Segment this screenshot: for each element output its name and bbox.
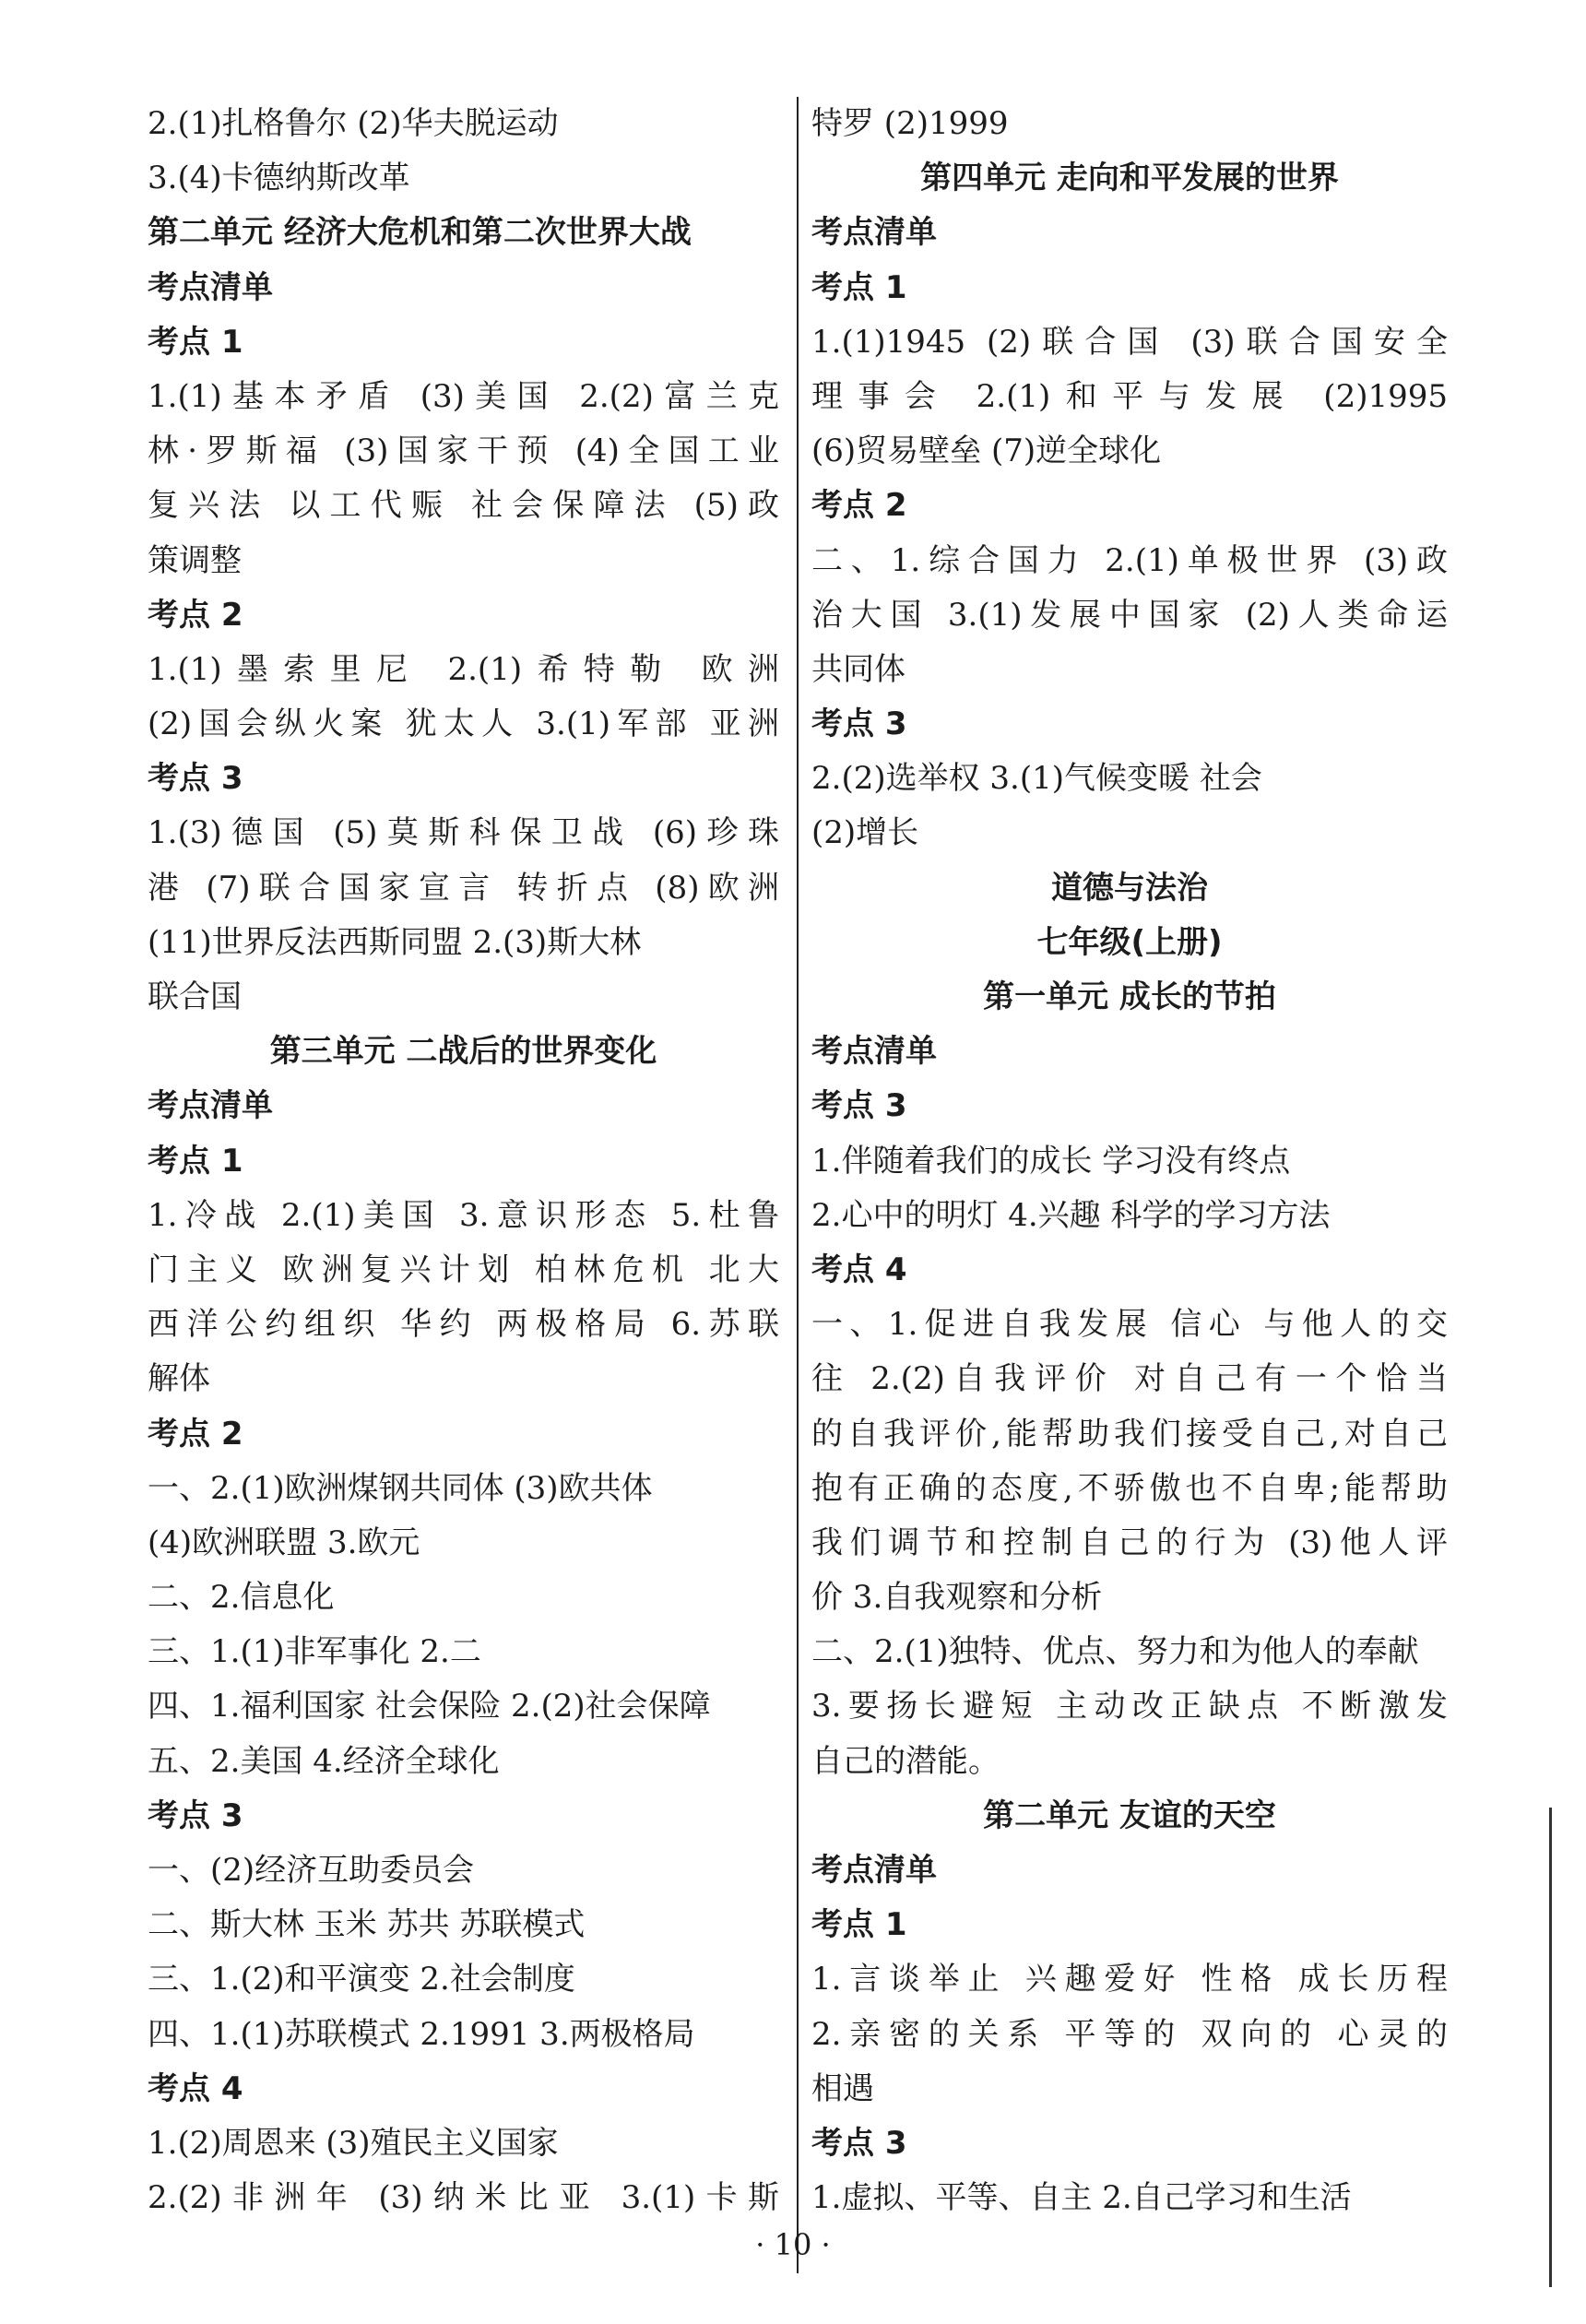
subheading: 考点清单 bbox=[811, 1033, 937, 1071]
section-heading: 第四单元 走向和平发展的世界 bbox=[920, 160, 1339, 197]
text-line: 林·罗斯福 (3)国家干预 (4)全国工业 bbox=[148, 433, 779, 470]
text-line: 2.亲密的关系 平等的 双向的 心灵的 bbox=[811, 2015, 1448, 2053]
subheading: 考点清单 bbox=[811, 214, 937, 252]
section-heading: 七年级(上册) bbox=[1036, 923, 1223, 961]
text-line: 抱有正确的态度,不骄傲也不自卑;能帮助 bbox=[811, 1469, 1448, 1507]
text-line: 三、1.(2)和平演变 2.社会制度 bbox=[148, 1961, 575, 1998]
subheading: 考点清单 bbox=[811, 1852, 937, 1889]
section-heading: 第一单元 成长的节拍 bbox=[983, 978, 1276, 1015]
text-line: 一、(2)经济互助委员会 bbox=[148, 1852, 475, 1889]
text-line: 3.(4)卡德纳斯改革 bbox=[148, 160, 410, 197]
text-line: 三、1.(1)非军事化 2.二 bbox=[148, 1633, 481, 1671]
text-line: 1.冷战 2.(1)美国 3.意识形态 5.杜鲁 bbox=[148, 1196, 779, 1234]
text-line: 策调整 bbox=[148, 541, 242, 579]
text-line: 特罗 (2)1999 bbox=[811, 105, 1009, 142]
section-heading: 第三单元 二战后的世界变化 bbox=[269, 1033, 657, 1071]
text-line: 解体 bbox=[148, 1360, 210, 1398]
section-heading: 第二单元 友谊的天空 bbox=[983, 1796, 1276, 1834]
subheading: 考点清单 bbox=[148, 1087, 273, 1125]
text-line: (11)世界反法西斯同盟 2.(3)斯大林 bbox=[148, 923, 642, 961]
text-line: 往 2.(2)自我评价 对自己有一个恰当 bbox=[811, 1360, 1448, 1398]
text-line: 1.(2)周恩来 (3)殖民主义国家 bbox=[148, 2124, 559, 2162]
subheading: 考点 3 bbox=[148, 760, 243, 798]
subheading: 考点 1 bbox=[811, 268, 907, 306]
text-line: 门主义 欧洲复兴计划 柏林危机 北大 bbox=[148, 1251, 779, 1288]
text-line: 港 (7)联合国家宣言 转折点 (8)欧洲 bbox=[148, 869, 779, 907]
text-line: 2.(2)非洲年 (3)纳米比亚 3.(1)卡斯 bbox=[148, 2179, 779, 2217]
subheading: 考点 4 bbox=[811, 1251, 907, 1288]
text-line: 二、2.(1)独特、优点、努力和为他人的奉献 bbox=[811, 1633, 1419, 1671]
text-line: 1.伴随着我们的成长 学习没有终点 bbox=[811, 1142, 1291, 1180]
text-line: (2)国会纵火案 犹太人 3.(1)军部 亚洲 bbox=[148, 706, 779, 743]
text-line: 1.(3)德国 (5)莫斯科保卫战 (6)珍珠 bbox=[148, 814, 779, 852]
text-line: 二、1.综合国力 2.(1)单极世界 (3)政 bbox=[811, 541, 1448, 579]
subheading: 第二单元 经济大危机和第二次世界大战 bbox=[148, 214, 692, 252]
text-line: (6)贸易壁垒 (7)逆全球化 bbox=[811, 433, 1162, 470]
text-line: 五、2.美国 4.经济全球化 bbox=[148, 1742, 500, 1780]
text-line: 一、2.(1)欧洲煤钢共同体 (3)欧共体 bbox=[148, 1469, 653, 1507]
subheading: 考点 3 bbox=[811, 1087, 907, 1125]
text-line: 1.(1)1945 (2)联合国 (3)联合国安全 bbox=[811, 323, 1448, 361]
subheading: 考点 3 bbox=[148, 1796, 243, 1834]
subheading: 考点 1 bbox=[148, 1142, 243, 1180]
page-number: · 10 · bbox=[755, 2227, 831, 2262]
text-line: 四、1.(1)苏联模式 2.1991 3.两极格局 bbox=[148, 2015, 695, 2053]
text-line: 西洋公约组织 华约 两极格局 6.苏联 bbox=[148, 1306, 779, 1344]
text-line: 的自我评价,能帮助我们接受自己,对自己 bbox=[811, 1415, 1448, 1452]
text-line: 2.(1)扎格鲁尔 (2)华夫脱运动 bbox=[148, 105, 559, 142]
section-heading: 道德与法治 bbox=[1051, 869, 1208, 907]
text-line: 价 3.自我观察和分析 bbox=[811, 1579, 1103, 1617]
subheading: 考点 2 bbox=[811, 487, 907, 525]
text-line: 理事会 2.(1)和平与发展 (2)1995 bbox=[811, 377, 1448, 415]
subheading: 考点 4 bbox=[148, 2069, 243, 2107]
text-line: 二、斯大林 玉米 苏共 苏联模式 bbox=[148, 1906, 586, 1944]
text-line: 3.要扬长避短 主动改正缺点 不断激发 bbox=[811, 1688, 1448, 1725]
text-line: 相遇 bbox=[811, 2069, 874, 2107]
text-line: 2.(2)选举权 3.(1)气候变暖 社会 bbox=[811, 760, 1262, 798]
text-line: 1.(1)基本矛盾 (3)美国 2.(2)富兰克 bbox=[148, 377, 779, 415]
text-line: 我们调节和控制自己的行为 (3)他人评 bbox=[811, 1524, 1448, 1561]
text-line: 二、2.信息化 bbox=[148, 1579, 335, 1617]
text-line: 共同体 bbox=[811, 650, 905, 688]
text-line: (2)增长 bbox=[811, 814, 919, 852]
text-line: 自己的潜能。 bbox=[811, 1742, 1000, 1780]
subheading: 考点 2 bbox=[148, 1415, 243, 1452]
text-line: 1.虚拟、平等、自主 2.自己学习和生活 bbox=[811, 2179, 1352, 2217]
text-line: 2.心中的明灯 4.兴趣 科学的学习方法 bbox=[811, 1196, 1331, 1234]
text-line: 一、1.促进自我发展 信心 与他人的交 bbox=[811, 1306, 1448, 1344]
text-line: (4)欧洲联盟 3.欧元 bbox=[148, 1524, 420, 1561]
text-line: 1.(1)墨索里尼 2.(1)希特勒 欧洲 bbox=[148, 650, 779, 688]
text-line: 1.言谈举止 兴趣爱好 性格 成长历程 bbox=[811, 1961, 1448, 1998]
left-column bbox=[148, 97, 779, 2225]
page-edge-line bbox=[1549, 1808, 1552, 2287]
text-line: 四、1.福利国家 社会保险 2.(2)社会保障 bbox=[148, 1688, 711, 1725]
subheading: 考点 1 bbox=[811, 1906, 907, 1944]
text-line: 复兴法 以工代赈 社会保障法 (5)政 bbox=[148, 487, 779, 525]
text-line: 治大国 3.(1)发展中国家 (2)人类命运 bbox=[811, 596, 1448, 634]
subheading: 考点 2 bbox=[148, 596, 243, 634]
subheading: 考点 3 bbox=[811, 2124, 907, 2162]
subheading: 考点 3 bbox=[811, 706, 907, 743]
right-column bbox=[811, 97, 1448, 2225]
subheading: 考点清单 bbox=[148, 268, 273, 306]
text-line: 联合国 bbox=[148, 978, 242, 1015]
subheading: 考点 1 bbox=[148, 323, 243, 361]
column-divider bbox=[797, 97, 799, 2273]
